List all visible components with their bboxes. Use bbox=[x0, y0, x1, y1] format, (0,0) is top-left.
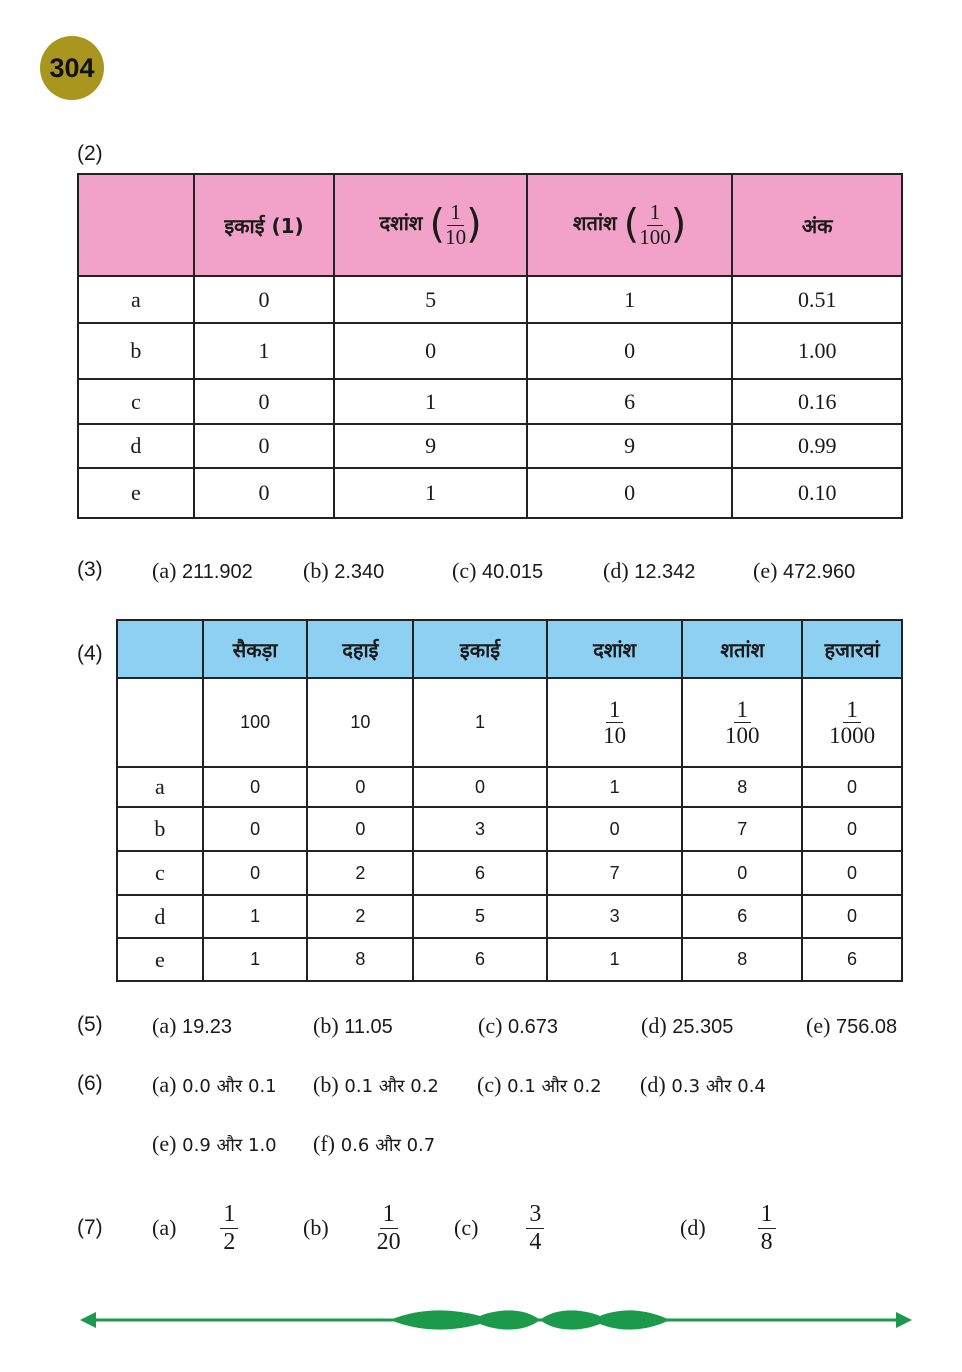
table-row bbox=[78, 323, 902, 379]
table-cell: 5 bbox=[413, 895, 547, 938]
table-cell: 0 bbox=[203, 851, 308, 895]
header-cell bbox=[78, 174, 194, 276]
table-cell: 8 bbox=[682, 767, 802, 807]
table-cell: c bbox=[117, 851, 203, 895]
q7-label: (7) bbox=[77, 1216, 103, 1239]
table-cell: 2 bbox=[307, 851, 413, 895]
table-cell: 0 bbox=[682, 851, 802, 895]
table-cell: 6 bbox=[413, 938, 547, 981]
header-cell bbox=[117, 620, 203, 678]
table-row bbox=[117, 938, 902, 981]
table-cell bbox=[682, 678, 802, 767]
table-cell: 10 bbox=[307, 678, 413, 767]
header-cell: दशांश bbox=[547, 620, 683, 678]
table-cell: 0 bbox=[802, 851, 902, 895]
table-cell: 3 bbox=[547, 895, 683, 938]
q6-answer: (b) 0.1 और 0.2 bbox=[313, 1072, 439, 1097]
table-cell: 1 bbox=[547, 938, 683, 981]
table-cell: c bbox=[78, 379, 194, 424]
fraction: $\frac{1}{10}$ bbox=[603, 696, 627, 748]
table-cell: 0 bbox=[194, 424, 335, 468]
q7-answer: (a) $\frac{1}{2}$ bbox=[152, 1196, 238, 1260]
table-row bbox=[78, 276, 902, 323]
table-cell: 0 bbox=[194, 379, 335, 424]
table-cell: 1 bbox=[194, 323, 335, 379]
table-cell: b bbox=[117, 807, 203, 851]
table-cell: 1 bbox=[334, 468, 527, 518]
q4-label: (4) bbox=[77, 642, 103, 665]
table-cell: 0 bbox=[203, 807, 308, 851]
q5-answer: (e) 756.08 bbox=[806, 1013, 898, 1038]
table-cell: 1.00 bbox=[732, 323, 902, 379]
table-cell: 5 bbox=[334, 276, 527, 323]
table-cell: 0 bbox=[547, 807, 683, 851]
q5-answer: (a) 19.23 bbox=[152, 1013, 233, 1038]
table-cell: 0 bbox=[802, 895, 902, 938]
place-value-table-4 bbox=[116, 619, 903, 982]
decorative-divider bbox=[80, 1302, 912, 1338]
fraction: $\frac{1}{20}$ bbox=[376, 1201, 401, 1255]
q3-answer: (c) 40.015 bbox=[452, 558, 544, 583]
place-value-row bbox=[117, 678, 902, 767]
table-cell: 0 bbox=[307, 767, 413, 807]
table-cell: 0.16 bbox=[732, 379, 902, 424]
q5-answer: (b) 11.05 bbox=[313, 1013, 393, 1038]
table-row bbox=[117, 767, 902, 807]
table-row bbox=[117, 807, 902, 851]
q3-answer: (a) 211.902 bbox=[152, 558, 253, 583]
table-row bbox=[117, 851, 902, 895]
table-cell: 1 bbox=[413, 678, 547, 767]
page-number: 304 bbox=[49, 52, 95, 83]
table-cell: d bbox=[117, 895, 203, 938]
table-cell: 0 bbox=[413, 767, 547, 807]
table-cell: 9 bbox=[334, 424, 527, 468]
header-cell: सैकड़ा bbox=[203, 620, 308, 678]
table-row bbox=[78, 468, 902, 518]
q6-answer: (e) 0.9 और 1.0 bbox=[152, 1131, 277, 1156]
table-cell: 1 bbox=[203, 938, 308, 981]
q6-answer: (f) 0.6 और 0.7 bbox=[313, 1131, 436, 1156]
page-number-badge bbox=[40, 36, 104, 100]
table-cell: 0 bbox=[203, 767, 308, 807]
q5-answer: (c) 0.673 bbox=[478, 1013, 559, 1038]
table-cell: 0 bbox=[194, 468, 335, 518]
fraction: $\frac{1}{10}$ bbox=[445, 200, 467, 249]
table-cell: 0 bbox=[527, 468, 733, 518]
q3-label: (3) bbox=[77, 558, 103, 581]
table-row bbox=[117, 895, 902, 938]
fraction: $\frac{1}{1000}$ bbox=[829, 696, 876, 748]
q6-answer: (a) 0.0 और 0.1 bbox=[152, 1072, 277, 1097]
table-cell: 6 bbox=[802, 938, 902, 981]
header-cell: इकाई bbox=[413, 620, 547, 678]
table-cell: 9 bbox=[527, 424, 733, 468]
header-cell: दशांश ( $\frac{1}{10}$ ) bbox=[334, 174, 527, 276]
q2-label: (2) bbox=[77, 142, 103, 165]
q7-answer: (d) $\frac{1}{8}$ bbox=[680, 1196, 776, 1260]
table-cell: 8 bbox=[682, 938, 802, 981]
table-cell: e bbox=[78, 468, 194, 518]
table-cell: 0 bbox=[334, 323, 527, 379]
table-header-row bbox=[117, 620, 902, 678]
header-cell: शतांश bbox=[682, 620, 802, 678]
fraction: $\frac{1}{100}$ bbox=[725, 696, 760, 748]
table-cell: a bbox=[117, 767, 203, 807]
table-row bbox=[78, 379, 902, 424]
table-cell: 6 bbox=[413, 851, 547, 895]
table-cell: 100 bbox=[203, 678, 308, 767]
table-cell: 0 bbox=[802, 767, 902, 807]
fraction: $\frac{1}{2}$ bbox=[220, 1201, 238, 1255]
table-cell: 1 bbox=[203, 895, 308, 938]
fraction: $\frac{3}{4}$ bbox=[526, 1201, 544, 1255]
q6-answer: (c) 0.1 और 0.2 bbox=[477, 1072, 602, 1097]
table-cell: 1 bbox=[547, 767, 683, 807]
table-cell: 0 bbox=[194, 276, 335, 323]
table-header-row bbox=[78, 174, 902, 276]
fraction: $\frac{1}{8}$ bbox=[758, 1201, 776, 1255]
table-cell: 0 bbox=[802, 807, 902, 851]
table-cell bbox=[117, 678, 203, 767]
table-cell: a bbox=[78, 276, 194, 323]
table-cell: 1 bbox=[334, 379, 527, 424]
header-cell: हजारवां bbox=[802, 620, 902, 678]
q6-label: (6) bbox=[77, 1072, 103, 1095]
header-cell: शतांश ( $\frac{1}{100}$ ) bbox=[527, 174, 733, 276]
q3-answer: (b) 2.340 bbox=[303, 558, 385, 583]
table-cell: 0.51 bbox=[732, 276, 902, 323]
table-cell: 7 bbox=[682, 807, 802, 851]
table-cell bbox=[547, 678, 683, 767]
table-cell: 1 bbox=[527, 276, 733, 323]
table-cell bbox=[802, 678, 902, 767]
table-cell: 3 bbox=[413, 807, 547, 851]
header-cell: अंक bbox=[732, 174, 902, 276]
header-cell: इकाई (1) bbox=[194, 174, 335, 276]
table-cell: 8 bbox=[307, 938, 413, 981]
header-cell: दहाई bbox=[307, 620, 413, 678]
fraction: $\frac{1}{100}$ bbox=[639, 200, 671, 249]
q5-label: (5) bbox=[77, 1013, 103, 1036]
table-cell: 0.99 bbox=[732, 424, 902, 468]
table-cell: 2 bbox=[307, 895, 413, 938]
table-cell: 6 bbox=[682, 895, 802, 938]
q5-answer: (d) 25.305 bbox=[641, 1013, 734, 1038]
q3-answer: (e) 472.960 bbox=[753, 558, 856, 583]
table-cell: 0 bbox=[307, 807, 413, 851]
q6-answer: (d) 0.3 और 0.4 bbox=[640, 1072, 766, 1097]
table-cell: 0.10 bbox=[732, 468, 902, 518]
table-cell: 7 bbox=[547, 851, 683, 895]
q7-answer: (b) $\frac{1}{20}$ bbox=[303, 1201, 401, 1255]
table-cell: b bbox=[78, 323, 194, 379]
table-cell: 0 bbox=[527, 323, 733, 379]
table-row bbox=[78, 424, 902, 468]
table-cell: 6 bbox=[527, 379, 733, 424]
q7-answer: (c) $\frac{3}{4}$ bbox=[454, 1196, 544, 1260]
table-cell: e bbox=[117, 938, 203, 981]
q3-answer: (d) 12.342 bbox=[603, 558, 696, 583]
table-cell: d bbox=[78, 424, 194, 468]
place-value-table-2 bbox=[77, 173, 903, 519]
